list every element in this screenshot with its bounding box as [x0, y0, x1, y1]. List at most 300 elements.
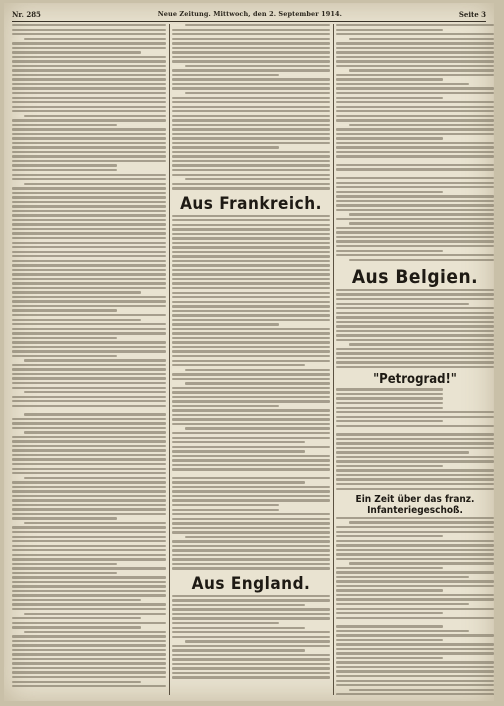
text-line — [24, 631, 166, 633]
text-line — [12, 328, 166, 330]
text-line — [349, 222, 494, 224]
text-line — [172, 636, 330, 638]
text-line — [172, 432, 330, 434]
text-line — [12, 377, 166, 379]
text-line — [12, 305, 166, 307]
issue-number: Nr. 285 — [12, 9, 41, 19]
text-line — [336, 549, 494, 551]
text-line — [336, 307, 494, 309]
text-line — [172, 155, 330, 157]
text-line — [12, 445, 166, 447]
text-line — [12, 260, 166, 262]
text-line — [172, 164, 330, 166]
text-line — [12, 137, 166, 139]
text-line — [24, 413, 166, 415]
text-line — [349, 521, 494, 523]
text-line — [336, 186, 494, 188]
text-line — [12, 526, 166, 528]
text-line — [172, 29, 330, 31]
text-line — [12, 210, 166, 212]
text-line — [12, 599, 141, 601]
text-line — [336, 567, 443, 569]
text-line — [12, 350, 166, 352]
text-line — [172, 151, 330, 153]
text-line — [336, 146, 494, 148]
text-line — [12, 481, 166, 483]
text-line — [336, 576, 469, 578]
text-line — [336, 74, 494, 76]
text-line — [336, 589, 443, 591]
text-line — [172, 282, 330, 284]
text-line — [12, 454, 166, 456]
text-line — [172, 242, 330, 244]
column-rule — [333, 24, 334, 695]
text-line — [172, 215, 330, 217]
text-line — [12, 649, 166, 651]
text-line — [24, 391, 166, 393]
text-line — [172, 672, 330, 674]
text-line — [336, 339, 494, 341]
text-line — [12, 676, 166, 678]
text-line — [185, 382, 330, 384]
text-line — [336, 693, 494, 695]
text-line — [349, 69, 494, 71]
text-line — [12, 468, 166, 470]
text-line — [336, 585, 494, 587]
text-line — [12, 42, 166, 44]
text-line — [172, 246, 330, 248]
newspaper-title: Neue Zeitung. Mittwoch, den 2. September 1914. — [157, 10, 343, 18]
text-line — [12, 337, 117, 339]
text-line — [172, 378, 330, 380]
text-line — [336, 245, 494, 247]
text-line — [12, 78, 166, 80]
text-line — [336, 151, 494, 153]
column-right — [336, 24, 494, 695]
text-line — [12, 51, 141, 53]
text-line — [172, 667, 330, 669]
text-line — [336, 420, 443, 422]
text-line — [12, 83, 166, 85]
text-line — [24, 522, 166, 524]
text-line — [336, 51, 494, 53]
text-line — [172, 468, 330, 470]
text-line — [336, 630, 469, 632]
text-line — [336, 425, 494, 427]
article-text — [172, 215, 330, 570]
text-line — [172, 527, 330, 529]
text-line — [336, 488, 494, 490]
text-line — [172, 464, 330, 466]
text-line — [172, 38, 330, 40]
text-line — [12, 192, 166, 194]
text-line — [12, 255, 166, 257]
text-line — [172, 604, 305, 606]
text-line — [12, 133, 166, 135]
text-line — [349, 38, 494, 40]
text-line — [172, 228, 330, 230]
text-line — [172, 97, 330, 99]
text-line — [12, 69, 166, 71]
text-line — [12, 504, 166, 506]
text-line — [336, 397, 443, 399]
text-line — [12, 585, 166, 587]
text-line — [336, 240, 494, 242]
text-line — [172, 237, 330, 239]
text-line — [12, 449, 166, 451]
text-line — [12, 355, 117, 357]
text-line — [336, 478, 494, 480]
text-line — [336, 168, 494, 170]
text-line — [12, 572, 117, 574]
text-line — [12, 341, 166, 343]
text-line — [172, 409, 330, 411]
text-line — [172, 490, 330, 492]
text-line — [336, 456, 494, 458]
text-line — [12, 92, 166, 94]
text-line — [185, 24, 330, 26]
text-line — [172, 437, 330, 439]
text-line — [185, 640, 330, 642]
text-line — [336, 357, 494, 359]
newspaper-page — [4, 3, 494, 701]
text-line — [172, 627, 305, 629]
text-line — [336, 209, 494, 211]
text-line — [172, 337, 330, 339]
text-line — [12, 563, 117, 565]
section-heading-belgien: Aus Belgien. — [351, 265, 479, 288]
text-line — [172, 441, 305, 443]
text-line — [336, 680, 494, 682]
text-line — [172, 269, 330, 271]
text-line — [172, 459, 330, 461]
text-line — [336, 451, 469, 453]
text-line — [12, 223, 166, 225]
text-line — [12, 590, 166, 592]
text-line — [172, 455, 330, 457]
text-line — [336, 110, 494, 112]
text-line — [12, 685, 166, 687]
text-line — [172, 545, 330, 547]
text-line — [336, 119, 494, 121]
text-line — [12, 106, 166, 108]
text-line — [172, 513, 330, 515]
text-line — [12, 490, 166, 492]
text-line — [172, 350, 330, 352]
text-line — [12, 567, 166, 569]
text-line — [172, 255, 330, 257]
masthead — [12, 7, 486, 22]
text-line — [336, 625, 443, 627]
text-line — [336, 531, 494, 533]
text-line — [12, 251, 166, 253]
text-line — [185, 178, 330, 180]
text-line — [12, 558, 166, 560]
text-line — [336, 101, 494, 103]
text-line — [12, 400, 166, 402]
text-line — [12, 458, 166, 460]
text-line — [336, 106, 494, 108]
text-line — [336, 608, 494, 610]
text-line — [12, 169, 117, 171]
text-line — [172, 78, 330, 80]
text-line — [172, 540, 330, 542]
text-line — [12, 554, 166, 556]
column-left — [12, 24, 166, 695]
text-line — [12, 364, 166, 366]
text-line — [172, 486, 330, 488]
text-line — [172, 599, 330, 601]
text-line — [336, 474, 494, 476]
text-line — [12, 346, 166, 348]
text-line — [172, 273, 330, 275]
text-line — [12, 495, 166, 497]
text-line — [172, 296, 330, 298]
text-line — [336, 666, 494, 668]
text-line — [336, 155, 494, 157]
text-line — [12, 33, 166, 35]
text-line — [172, 69, 330, 71]
text-line — [336, 393, 443, 395]
text-line — [336, 218, 494, 220]
text-line — [172, 260, 330, 262]
text-line — [172, 60, 330, 62]
text-line — [336, 366, 494, 368]
text-line — [12, 242, 166, 244]
text-line — [172, 676, 330, 678]
column-middle — [172, 24, 330, 695]
section-heading-petrograd: "Petrograd!" — [373, 372, 457, 388]
text-line — [172, 33, 330, 35]
text-line — [172, 509, 279, 511]
text-line — [336, 657, 443, 659]
text-line — [172, 396, 330, 398]
text-line — [12, 640, 166, 642]
text-line — [336, 312, 494, 314]
text-line — [172, 42, 330, 44]
text-line — [185, 92, 330, 94]
text-line — [185, 536, 330, 538]
text-line — [336, 675, 494, 677]
text-line — [336, 29, 443, 31]
text-line — [336, 78, 443, 80]
text-line — [172, 233, 330, 235]
text-line — [12, 549, 166, 551]
article-text — [336, 24, 494, 261]
text-line — [12, 278, 166, 280]
text-line — [12, 368, 166, 370]
text-line — [12, 319, 141, 321]
column-rule — [169, 24, 170, 695]
text-line — [24, 431, 166, 433]
text-line — [336, 433, 494, 435]
text-line — [172, 518, 330, 520]
text-line — [336, 540, 494, 542]
text-line — [336, 553, 494, 555]
text-line — [172, 278, 330, 280]
text-line — [172, 499, 330, 501]
text-line — [336, 47, 494, 49]
text-line — [336, 407, 443, 409]
text-line — [336, 200, 494, 202]
text-line — [172, 364, 305, 366]
text-line — [12, 581, 166, 583]
text-line — [12, 486, 166, 488]
text-line — [172, 558, 330, 560]
text-line — [349, 343, 494, 345]
text-line — [172, 219, 330, 221]
text-line — [12, 508, 166, 510]
text-line — [336, 128, 494, 130]
text-line — [172, 649, 305, 651]
text-line — [336, 195, 494, 197]
text-line — [12, 160, 166, 162]
text-line — [172, 595, 330, 597]
text-line — [12, 196, 166, 198]
text-line — [349, 213, 494, 215]
text-line — [12, 373, 166, 375]
text-line — [336, 137, 443, 139]
text-line — [172, 187, 330, 189]
text-line — [336, 469, 494, 471]
text-line — [172, 133, 330, 135]
text-line — [172, 391, 330, 393]
text-line — [336, 164, 494, 166]
text-line — [172, 658, 330, 660]
text-line — [172, 554, 330, 556]
text-line — [24, 183, 166, 185]
article-text — [172, 24, 330, 190]
text-line — [12, 622, 166, 624]
text-line — [172, 137, 330, 139]
text-line — [172, 160, 330, 162]
text-line — [336, 293, 494, 295]
text-line — [172, 119, 330, 121]
text-line — [12, 644, 166, 646]
text-line — [336, 526, 494, 528]
text-line — [12, 237, 166, 239]
text-line — [12, 463, 166, 465]
text-line — [172, 74, 279, 76]
text-line — [172, 146, 279, 148]
text-line — [172, 328, 330, 330]
text-line — [12, 314, 166, 316]
text-line — [172, 645, 330, 647]
text-line — [172, 183, 330, 185]
text-line — [12, 662, 166, 664]
text-line — [12, 653, 166, 655]
text-line — [12, 536, 166, 538]
text-line — [12, 517, 117, 519]
text-line — [12, 405, 166, 407]
article-text — [336, 289, 494, 368]
text-line — [185, 369, 330, 371]
text-line — [336, 652, 494, 654]
text-line — [172, 531, 330, 533]
text-line — [12, 219, 166, 221]
text-line — [336, 447, 494, 449]
text-line — [336, 289, 494, 291]
text-line — [24, 359, 166, 361]
text-line — [12, 681, 141, 683]
text-line — [172, 314, 330, 316]
text-line — [172, 128, 330, 130]
text-line — [172, 124, 330, 126]
text-line — [336, 639, 443, 641]
text-line — [336, 460, 494, 462]
text-line — [336, 316, 494, 318]
text-line — [336, 231, 494, 233]
text-line — [336, 571, 494, 573]
text-line — [172, 504, 279, 506]
text-line — [336, 348, 494, 350]
text-line — [12, 24, 166, 26]
text-line — [336, 182, 494, 184]
text-line — [12, 309, 117, 311]
text-line — [172, 47, 330, 49]
text-line — [336, 648, 494, 650]
text-line — [336, 56, 494, 58]
text-line — [336, 24, 494, 26]
text-line — [172, 115, 330, 117]
text-line — [336, 325, 494, 327]
text-line — [12, 201, 166, 203]
text-line — [24, 38, 166, 40]
text-line — [336, 303, 469, 305]
text-line — [336, 87, 494, 89]
text-line — [172, 174, 330, 176]
section-heading-frankreich: Aus Frankreich. — [180, 193, 322, 214]
text-line — [172, 631, 330, 633]
text-line — [336, 617, 494, 619]
text-line — [12, 626, 141, 628]
text-line — [172, 251, 330, 253]
text-line — [172, 264, 330, 266]
text-line — [336, 227, 494, 229]
text-line — [172, 450, 305, 452]
text-line — [172, 346, 330, 348]
text-line — [336, 204, 494, 206]
text-line — [336, 298, 494, 300]
text-line — [336, 670, 494, 672]
article-text — [336, 517, 494, 695]
text-line — [12, 187, 166, 189]
text-line — [12, 418, 166, 420]
columns — [12, 24, 486, 695]
text-line — [172, 481, 305, 483]
text-line — [12, 287, 166, 289]
text-line — [12, 101, 166, 103]
text-line — [336, 558, 494, 560]
text-line — [336, 42, 494, 44]
text-line — [12, 332, 166, 334]
text-line — [172, 405, 279, 407]
text-line — [336, 191, 443, 193]
text-line — [12, 382, 166, 384]
text-line — [12, 608, 166, 610]
text-line — [12, 617, 141, 619]
text-line — [172, 87, 330, 89]
text-line — [185, 427, 330, 429]
text-line — [172, 617, 330, 619]
text-line — [336, 580, 494, 582]
text-line — [336, 254, 494, 256]
article-text — [336, 388, 494, 490]
text-line — [185, 65, 330, 67]
text-line — [336, 334, 494, 336]
text-line — [336, 92, 494, 94]
text-line — [336, 83, 469, 85]
